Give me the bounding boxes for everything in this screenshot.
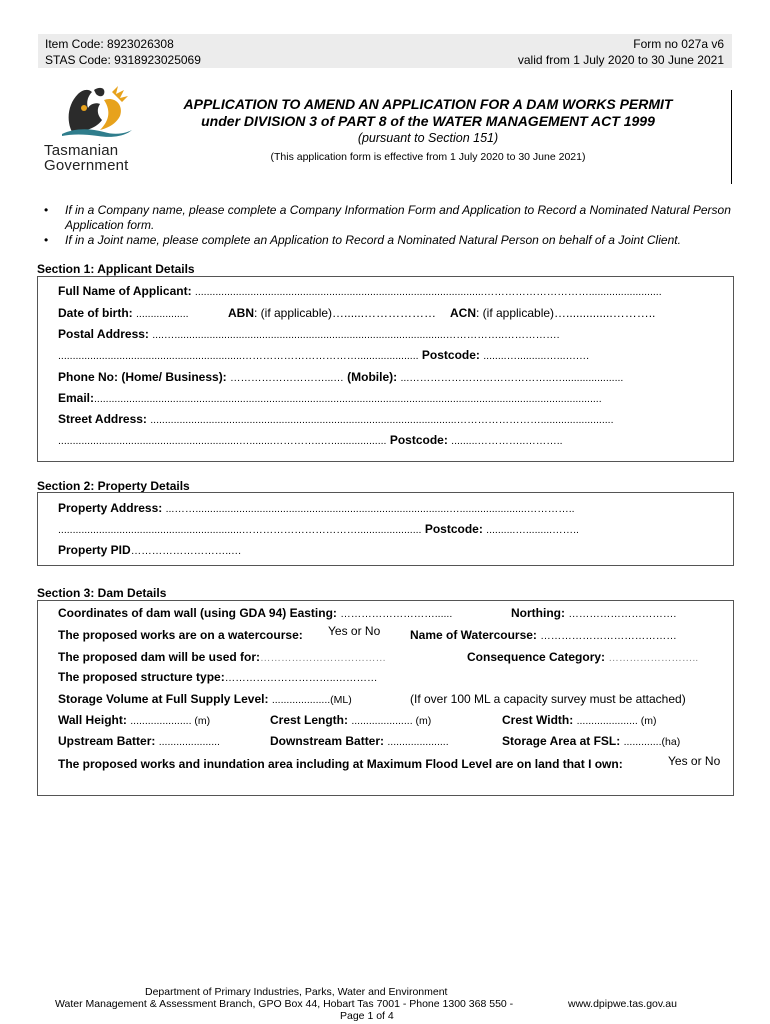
dam-use-field[interactable]: The proposed dam will be used for:………………………………	[58, 650, 387, 664]
easting-field[interactable]: Coordinates of dam wall (using GDA 94) Easting: ………………………......	[58, 606, 453, 620]
watercourse-name-field[interactable]: Name of Watercourse: …………………………………	[410, 628, 677, 642]
form-validity: valid from 1 July 2020 to 30 June 2021	[517, 53, 724, 67]
upstream-batter-label: Upstream Batter:	[58, 734, 156, 748]
postal-address-line-2[interactable]: ...............................................................……………………………..................... Postcode: ........…..........…...….…	[58, 348, 590, 362]
crest-length-field[interactable]: Crest Length: ..................... (m)	[270, 713, 432, 727]
structure-type-field[interactable]: The proposed structure type:…………………………..…………	[58, 670, 378, 684]
footer-branch-contact: Water Management & Assessment Branch, GPO Box 44, Hobart Tas 7001 - Phone 1300 368 550 -	[55, 998, 514, 1010]
watercourse-name-label: Name of Watercourse:	[410, 628, 537, 642]
postcode-label-2: Postcode:	[389, 433, 448, 447]
crest-width-field[interactable]: Crest Width: ..................... (m)	[502, 713, 657, 727]
property-address-label: Property Address:	[58, 501, 163, 515]
date-of-birth-field[interactable]: Date of birth: ..................	[58, 306, 189, 320]
land-ownership-label: The proposed works and inundation area including at Maximum Flood Level are on land that I own:	[58, 757, 623, 771]
full-name-label: Full Name of Applicant:	[58, 284, 192, 298]
page-number: Page 1 of 4	[340, 1010, 394, 1022]
coordinates-label: Coordinates of dam wall (using GDA 94) Easting:	[58, 606, 337, 620]
consequence-category-label: Consequence Category:	[467, 650, 606, 664]
section-3-title: Section 3: Dam Details	[37, 586, 167, 600]
watercourse-label: The proposed works are on a watercourse:	[58, 628, 303, 642]
street-address-label: Street Address:	[58, 412, 147, 426]
form-effective-note: (This application form is effective from 1 July 2020 to 30 June 2021)	[270, 151, 586, 163]
postcode-label: Postcode:	[421, 348, 480, 362]
structure-type-label: The proposed structure type:	[58, 670, 225, 684]
land-ownership-yes-no[interactable]: Yes or No	[668, 754, 721, 768]
property-pid-field[interactable]: Property PID………………………..…	[58, 543, 242, 557]
item-code: Item Code: 8923026308	[45, 37, 174, 51]
wall-height-field[interactable]: Wall Height: ..................... (m)	[58, 713, 211, 727]
downstream-batter-label: Downstream Batter:	[270, 734, 385, 748]
logo-line-1: Tasmanian	[44, 142, 119, 159]
acn-field[interactable]: ACN: (if applicable)…..............………..	[450, 306, 656, 320]
mobile-label: (Mobile):	[347, 370, 398, 384]
downstream-batter-field[interactable]: Downstream Batter: .....................	[270, 734, 449, 748]
section-1-title: Section 1: Applicant Details	[37, 262, 195, 276]
property-address-line-2[interactable]: ...............................................................……………………………...................... Postcode: ..........….........……..	[58, 522, 579, 536]
postal-address-field[interactable]: Postal Address: ....….............................................................................................……………..…………….	[58, 327, 560, 341]
form-pursuant: (pursuant to Section 151)	[357, 131, 499, 145]
storage-area-label: Storage Area at FSL:	[502, 734, 621, 748]
land-ownership-question	[58, 757, 623, 771]
dam-use-label: The proposed dam will be used for:	[58, 650, 261, 664]
title-divider	[731, 90, 732, 184]
capacity-survey-note: (If over 100 ML a capacity survey must be attached)	[410, 692, 686, 706]
abn-label: ABN	[228, 306, 254, 320]
full-name-field[interactable]: Full Name of Applicant: ...................................................................................................………………………….........................	[58, 284, 662, 298]
email-label: Email:	[58, 391, 95, 405]
wall-height-label: Wall Height:	[58, 713, 127, 727]
form-title-line-2: under DIVISION 3 of PART 8 of the WATER MANAGEMENT ACT 1999	[201, 113, 655, 129]
footer-website-link[interactable]: www.dpipwe.tas.gov.au	[568, 998, 677, 1010]
instruction-list	[44, 203, 734, 248]
storage-area-field[interactable]: Storage Area at FSL: .............(ha)	[502, 734, 681, 748]
section-2-title: Section 2: Property Details	[37, 479, 190, 493]
instruction-company: • If in a Company name, please complete a Company Information Form and Application to Record a Nominated Natural Person Application form.	[44, 203, 734, 233]
property-pid-label: Property PID	[58, 543, 131, 557]
email-field[interactable]: Email:..............................................................................................................................................................................	[58, 391, 602, 405]
footer-department: Department of Primary Industries, Parks, Water and Environment	[145, 986, 448, 998]
storage-volume-field[interactable]: Storage Volume at Full Supply Level: ....................(ML)	[58, 692, 352, 706]
storage-volume-label: Storage Volume at Full Supply Level:	[58, 692, 269, 706]
stas-code: STAS Code: 9318923025069	[45, 53, 201, 67]
dob-label: Date of birth:	[58, 306, 133, 320]
phone-field[interactable]: Phone No: (Home/ Business): ………………………...… (Mobile): ...…………………………………..….....................	[58, 370, 624, 384]
northing-field[interactable]: Northing: ………………………….	[511, 606, 677, 620]
watercourse-question	[58, 628, 303, 642]
devil-emblem-icon	[44, 82, 144, 138]
postal-address-label: Postal Address:	[58, 327, 149, 341]
logo-line-2: Government	[44, 157, 129, 174]
crest-length-label: Crest Length:	[270, 713, 348, 727]
tasmanian-government-logo	[44, 82, 144, 174]
consequence-category-field[interactable]: Consequence Category: ……………………..	[467, 650, 699, 664]
upstream-batter-field[interactable]: Upstream Batter: .....................	[58, 734, 220, 748]
street-address-line-2[interactable]: ..............................................................…........…………..…................... Postcode: .........…………..………..	[58, 433, 563, 447]
instruction-joint: • If in a Joint name, please complete an Application to Record a Nominated Natural Person on behalf of a Joint Client.	[44, 233, 734, 248]
property-address-field[interactable]: Property Address: ...…….......................................................................................….......................…………..	[58, 501, 575, 515]
form-title-line-1: APPLICATION TO AMEND AN APPLICATION FOR A DAM WORKS PERMIT	[183, 96, 673, 112]
watercourse-yes-no[interactable]: Yes or No	[328, 624, 381, 638]
form-number: Form no 027a v6	[633, 37, 724, 51]
property-postcode-label: Postcode:	[424, 522, 483, 536]
abn-field[interactable]: ABN: (if applicable)…......………………	[228, 306, 437, 320]
acn-label: ACN	[450, 306, 476, 320]
phone-label: Phone No: (Home/ Business):	[58, 370, 227, 384]
crest-width-label: Crest Width:	[502, 713, 574, 727]
street-address-field[interactable]: Street Address: .........................................................................................................…………………….........................	[58, 412, 614, 426]
northing-label: Northing:	[511, 606, 565, 620]
